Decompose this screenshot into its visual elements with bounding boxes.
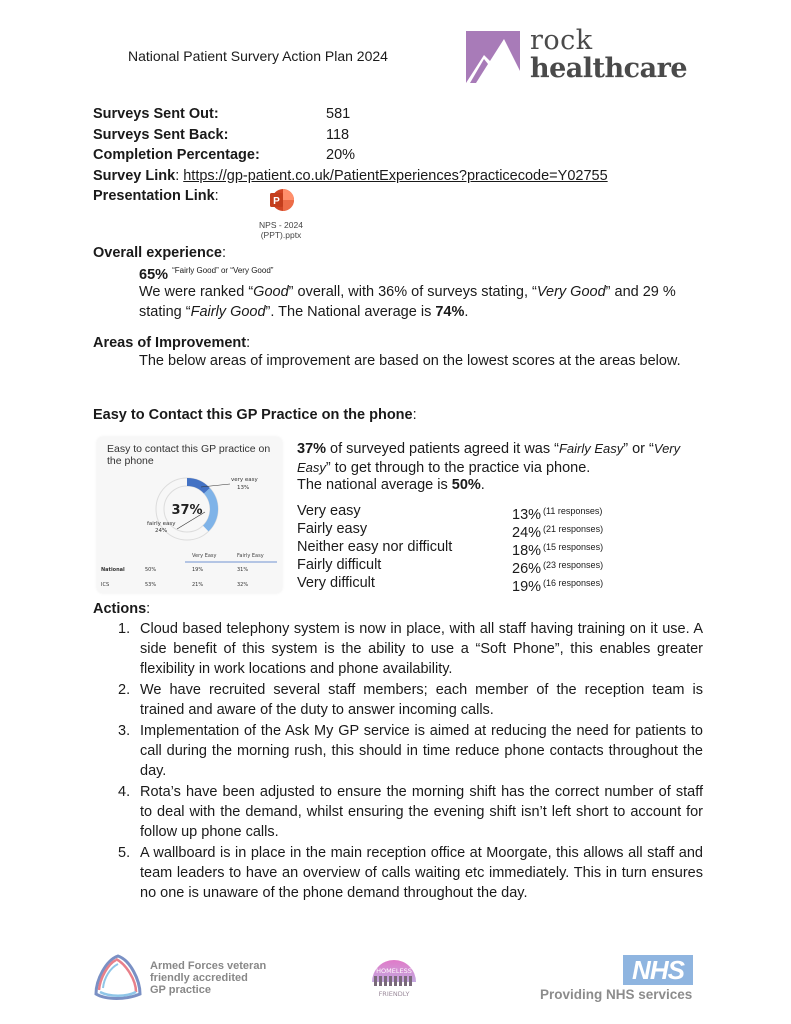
action-item: 3. Implementation of the Ask My GP service is aimed at reducing the need for patients to call during the morning rush, this should in time reduce phone contacts throughout the day. <box>118 723 703 779</box>
response-row: Fairly difficult 26% $^{(23 responses)}$ <box>297 557 604 577</box>
donut-chart <box>97 437 282 593</box>
stat-label: Completion Percentage: <box>93 147 260 163</box>
stat-sent-out <box>93 104 713 125</box>
powerpoint-icon <box>268 187 294 213</box>
presentation-file-attachment[interactable] <box>256 187 306 240</box>
svg-text:53%: 53% <box>145 582 157 588</box>
action-item: 2. We have recruited several staff members; each member of the reception team is trained and aware of the duty to answer incoming calls. <box>118 682 703 718</box>
slice-very-easy <box>187 478 210 494</box>
stat-completion <box>93 145 713 166</box>
phone-contact-section <box>93 406 713 424</box>
section-heading: Overall experience: <box>93 245 227 261</box>
svg-text:P: P <box>273 196 280 207</box>
homeless-friendly-badge-icon <box>368 952 420 1004</box>
logo-text-healthcare: healthcare <box>530 53 687 84</box>
section-heading: Actions: <box>93 601 151 617</box>
stat-survey-link: Survey Link: https://gp-patient.co.uk/PatientExperiences?practicecode=Y02755 <box>93 166 713 187</box>
section-heading: Areas of Improvement: <box>93 335 251 351</box>
action-item: 5. A wallboard is in place in the main reception office at Moorgate, this allows all staff and team leaders to have an overview of calls waiting etc immediately. This in turn ensures no one is unaware of the phone demand throughout the day. <box>118 845 703 901</box>
rock-healthcare-logo <box>466 25 687 85</box>
survey-stats <box>93 104 713 207</box>
response-row: Very easy 13% $^{(11 responses)}$ <box>297 503 603 523</box>
mountain-logo-icon <box>466 31 520 83</box>
svg-text:32%: 32% <box>237 582 249 588</box>
response-row: Neither easy nor difficult 18% $^{(15 responses)}$ <box>297 539 604 559</box>
section-heading: Easy to Contact this GP Practice on the phone: <box>93 407 417 423</box>
svg-text:fairly easy: fairly easy <box>147 521 176 527</box>
response-breakdown <box>297 502 707 595</box>
svg-text:ICS: ICS <box>101 582 110 588</box>
chart-title: Easy to contact this GP practice on the phone <box>107 443 271 467</box>
armed-forces-text: Armed Forces veteran friendly accredited GP practice <box>150 960 267 996</box>
overall-score: 65% $^{“Fairly Good” or “Very Good”}$ <box>139 266 274 283</box>
stat-presentation-link: Presentation Link: <box>93 186 713 207</box>
svg-text:FRIENDLY: FRIENDLY <box>378 990 410 998</box>
stat-value: 118 <box>326 126 350 143</box>
armed-forces-triangle-icon <box>90 950 146 1006</box>
nhs-badge <box>538 955 698 1005</box>
svg-text:very easy: very easy <box>231 477 258 483</box>
improvement-description: The below areas of improvement are based on the lowest scores at the areas below. <box>139 353 681 369</box>
svg-text:50%: 50% <box>145 567 157 573</box>
svg-text:24%: 24% <box>155 528 168 534</box>
slice-fairly-easy <box>203 488 218 531</box>
survey-link[interactable]: https://gp-patient.co.uk/PatientExperiences?practicecode=Y02755 <box>183 167 608 184</box>
svg-text:National: National <box>101 567 125 573</box>
phone-summary: 37% of surveyed patients agreed it was “Fairly Easy” or “Very Easy” to get through to the practice via phone. The national average is 50%. <box>297 441 681 493</box>
stat-sent-back <box>93 125 713 146</box>
stat-value: 20% <box>326 147 356 163</box>
action-item: 4. Rota’s have been adjusted to ensure the morning shift has the correct number of staff to deal with the demand, whilst ensuring the evening shift isn’t left short to account for follow up phone calls. <box>118 784 703 840</box>
stat-label: Presentation Link <box>93 188 215 204</box>
overall-experience-section <box>93 244 713 322</box>
stat-label: Survey Link <box>93 167 176 184</box>
svg-text:HOMELESS: HOMELESS <box>376 967 412 975</box>
action-item: 1. Cloud based telephony system is now in place, with all staff having training on it use. A side benefit of this system is the ability to use a “Soft Phone”, this enables greater flexibility in work locations and phone availability. <box>118 621 703 677</box>
stat-label: Surveys Sent Out: <box>93 106 219 122</box>
response-row: Very difficult 19% $^{(16 responses)}$ <box>297 575 604 595</box>
overall-description: We were ranked “Good” overall, with 36% of surveys stating, “Very Good” and 29 % stating “Fairly Good”. The National average is 74%. <box>139 284 676 320</box>
svg-text:19%: 19% <box>192 567 204 573</box>
areas-of-improvement-section <box>93 334 713 371</box>
stat-label: Surveys Sent Back: <box>93 126 229 143</box>
svg-text:Fairly Easy: Fairly Easy <box>237 553 264 559</box>
file-name: NPS - 2024 (PPT).pptx <box>259 220 303 240</box>
nhs-tagline: Providing NHS services <box>540 987 693 1002</box>
response-row: Fairly easy 24% $^{(21 responses)}$ <box>297 521 604 541</box>
svg-text:13%: 13% <box>237 485 250 491</box>
svg-text:21%: 21% <box>192 582 204 588</box>
actions-section <box>93 600 703 904</box>
phone-contact-chart <box>97 437 282 593</box>
logo-text-rock: rock <box>530 25 593 56</box>
svg-text:31%: 31% <box>237 567 249 573</box>
donut-center-label: 37% <box>171 503 203 518</box>
stat-value: 581 <box>326 106 351 122</box>
homeless-friendly-badge <box>368 952 420 1004</box>
document-title: National Patient Survery Action Plan 2024 <box>128 48 388 64</box>
armed-forces-badge <box>90 950 300 1006</box>
svg-text:Very Easy: Very Easy <box>192 553 217 559</box>
nhs-logo: NHS <box>623 955 693 985</box>
actions-list <box>93 619 703 903</box>
